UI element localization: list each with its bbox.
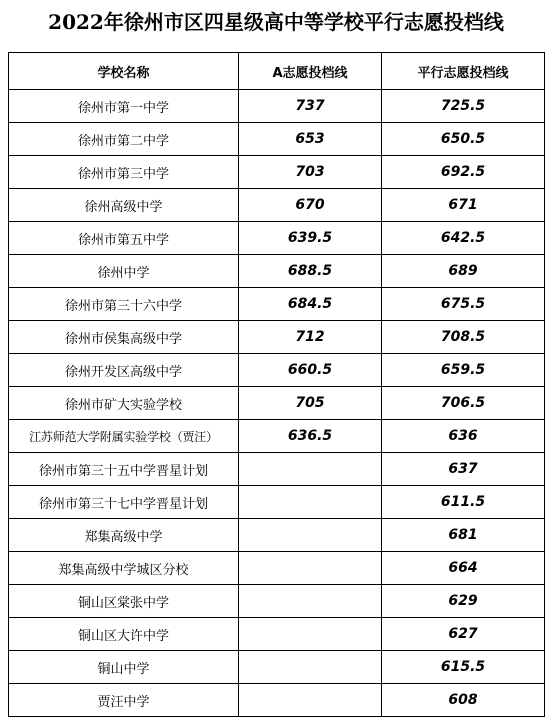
school-name-cell: 徐州市第三十七中学晋星计划	[9, 486, 239, 519]
school-name-cell: 郑集高级中学城区分校	[9, 552, 239, 585]
table-row	[9, 486, 545, 519]
school-name-cell: 徐州市矿大实验学校	[9, 387, 239, 420]
parallel-score-cell: 611.5	[382, 486, 545, 519]
table-row	[9, 552, 545, 585]
school-name-cell: 徐州中学	[9, 255, 239, 288]
school-name-cell: 徐州市第一中学	[9, 90, 239, 123]
table-row	[9, 222, 545, 255]
parallel-score-cell: 650.5	[382, 123, 545, 156]
parallel-score-cell: 659.5	[382, 354, 545, 387]
a-score-cell	[239, 552, 382, 585]
school-name-cell: 铜山中学	[9, 651, 239, 684]
parallel-score-cell: 627	[382, 618, 545, 651]
parallel-score-cell: 675.5	[382, 288, 545, 321]
header-parallel-score: 平行志愿投档线	[382, 53, 545, 90]
a-score-cell	[239, 618, 382, 651]
table-row	[9, 684, 545, 717]
a-score-cell: 703	[239, 156, 382, 189]
a-score-cell: 660.5	[239, 354, 382, 387]
a-score-cell: 737	[239, 90, 382, 123]
header-a-score: A志愿投档线	[239, 53, 382, 90]
table-row	[9, 255, 545, 288]
parallel-score-cell: 615.5	[382, 651, 545, 684]
school-name-cell: 贾汪中学	[9, 684, 239, 717]
table-row	[9, 321, 545, 354]
school-name-cell: 铜山区棠张中学	[9, 585, 239, 618]
a-score-cell	[239, 585, 382, 618]
a-score-cell: 653	[239, 123, 382, 156]
a-score-cell: 639.5	[239, 222, 382, 255]
parallel-score-cell: 637	[382, 453, 545, 486]
school-name-cell: 江苏师范大学附属实验学校（贾汪）	[9, 420, 239, 453]
table-row	[9, 618, 545, 651]
table-row	[9, 354, 545, 387]
parallel-score-cell: 681	[382, 519, 545, 552]
parallel-score-cell: 689	[382, 255, 545, 288]
a-score-cell: 670	[239, 189, 382, 222]
parallel-score-cell: 708.5	[382, 321, 545, 354]
school-name-cell: 徐州市第三中学	[9, 156, 239, 189]
table-row	[9, 585, 545, 618]
a-score-cell	[239, 684, 382, 717]
table-row	[9, 90, 545, 123]
a-score-cell	[239, 453, 382, 486]
school-name-cell: 铜山区大许中学	[9, 618, 239, 651]
header-school-name: 学校名称	[9, 53, 239, 90]
page-title: 2022年徐州市区四星级高中等学校平行志愿投档线	[48, 10, 504, 34]
school-name-cell: 郑集高级中学	[9, 519, 239, 552]
parallel-score-cell: 692.5	[382, 156, 545, 189]
parallel-score-cell: 725.5	[382, 90, 545, 123]
a-score-cell: 705	[239, 387, 382, 420]
admission-score-table	[8, 52, 545, 717]
table-row	[9, 288, 545, 321]
table-row	[9, 519, 545, 552]
a-score-cell: 712	[239, 321, 382, 354]
table-row	[9, 453, 545, 486]
parallel-score-cell: 636	[382, 420, 545, 453]
a-score-cell	[239, 519, 382, 552]
school-name-cell: 徐州市第三十六中学	[9, 288, 239, 321]
parallel-score-cell: 664	[382, 552, 545, 585]
a-score-cell: 684.5	[239, 288, 382, 321]
school-name-cell: 徐州市第三十五中学晋星计划	[9, 453, 239, 486]
school-name-cell: 徐州高级中学	[9, 189, 239, 222]
table-row	[9, 387, 545, 420]
table-row	[9, 651, 545, 684]
table-row	[9, 420, 545, 453]
parallel-score-cell: 629	[382, 585, 545, 618]
parallel-score-cell: 642.5	[382, 222, 545, 255]
parallel-score-cell: 671	[382, 189, 545, 222]
table-header-row	[9, 53, 545, 90]
parallel-score-cell: 608	[382, 684, 545, 717]
a-score-cell	[239, 486, 382, 519]
parallel-score-cell: 706.5	[382, 387, 545, 420]
a-score-cell: 688.5	[239, 255, 382, 288]
school-name-cell: 徐州开发区高级中学	[9, 354, 239, 387]
table-row	[9, 123, 545, 156]
school-name-cell: 徐州市侯集高级中学	[9, 321, 239, 354]
a-score-cell: 636.5	[239, 420, 382, 453]
school-name-cell: 徐州市第二中学	[9, 123, 239, 156]
table-row	[9, 189, 545, 222]
school-name-cell: 徐州市第五中学	[9, 222, 239, 255]
table-row	[9, 156, 545, 189]
a-score-cell	[239, 651, 382, 684]
